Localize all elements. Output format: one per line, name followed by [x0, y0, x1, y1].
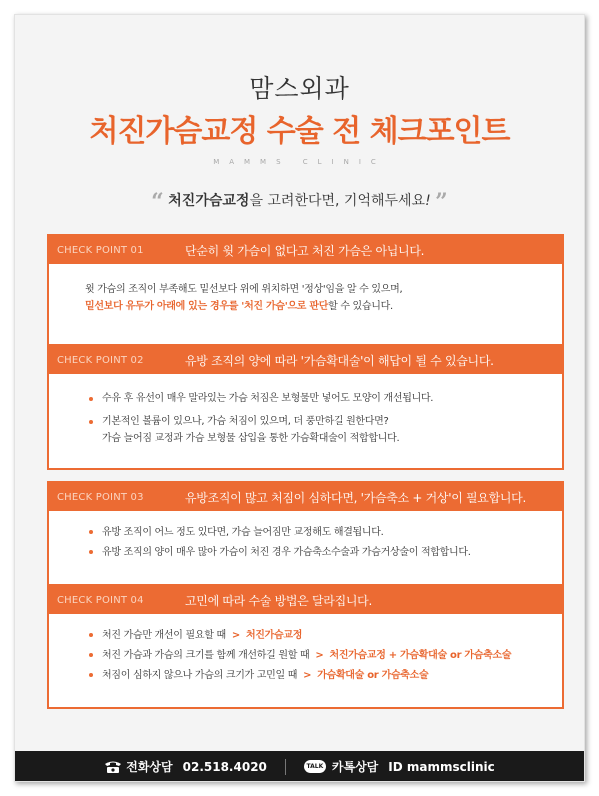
checkpoint-body-04: [49, 614, 562, 686]
phone-number: 02.518.4020: [182, 759, 267, 774]
list-item: 처진 가슴만 개선이 필요할 때 > 처진가슴교정: [89, 626, 562, 646]
list-item: 처진 가슴과 가슴의 크기를 함께 개선하길 원할 때 > 처진가슴교정 + 가슴확대술 or 가슴축소술: [89, 646, 562, 666]
body-line: [85, 298, 562, 315]
checkpoint-label: CHECK POINT 03: [57, 491, 144, 503]
close-quote-icon: ”: [435, 189, 448, 215]
brand-title: 맘스외과: [249, 74, 350, 103]
intro-quote: [14, 189, 585, 215]
checkpoint-card-01: [47, 234, 564, 347]
body-line: 윗 가슴의 조직이 부족해도 밑선보다 위에 위치하면 '정상'임을 알 수 있으며,: [85, 284, 403, 295]
arrow-right-icon: >: [231, 630, 240, 641]
body-text: 할 수 있습니다.: [328, 301, 393, 312]
list-item: 유방 조직이 어느 정도 있다면, 가슴 늘어짐만 교정해도 해결됩니다.: [89, 523, 562, 543]
kakaotalk-icon: TALK: [304, 760, 326, 773]
highlight-text: 밑선보다 유두가 아래에 있는 경우를 '처진 가슴'으로 판단: [85, 301, 329, 312]
list-item: 유방 조직의 양이 매우 많아 가슴이 처진 경우 가슴축소수술과 가슴거상술이 적합합니다.: [89, 543, 562, 563]
phone-contact[interactable]: [104, 758, 267, 775]
checkpoint-label: CHECK POINT 02: [57, 354, 144, 366]
quote-text: 을 고려한다면, 기억해두세요: [249, 193, 426, 209]
list-item: 기본적인 볼륨이 있으나, 가슴 처짐이 있으며, 더 풍만하길 원한다면? 가슴 늘어짐 교정과 가슴 보형물 삽입을 통한 가슴확대술이 적합합니다.: [89, 413, 562, 447]
recommendation: 가슴확대술 or 가슴축소술: [317, 670, 429, 681]
open-quote-icon: “: [151, 189, 164, 215]
talk-id: ID mammsclinic: [388, 759, 495, 774]
poster-frame: [14, 14, 585, 782]
quote-exclamation: !: [425, 193, 431, 209]
page-title: 처진가슴교정 수술 전 체크포인트: [89, 114, 510, 149]
checkpoint-title: 단순히 윗 가슴이 없다고 처진 가슴은 아닙니다.: [185, 243, 425, 258]
checkpoint-title: 유방조직이 많고 처짐이 심하다면, '가슴축소 + 거상'이 필요합니다.: [185, 490, 526, 505]
quote-bold-text: 처진가슴교정: [168, 193, 250, 209]
checkpoint-title: 고민에 따라 수술 방법은 달라집니다.: [185, 593, 372, 608]
checkpoint-header-04: [49, 586, 562, 614]
checkpoint-card-02: [47, 344, 564, 470]
checkpoint-label: CHECK POINT 04: [57, 594, 144, 606]
kakaotalk-contact[interactable]: [304, 758, 495, 775]
recommendation: 처진가슴교정 + 가슴확대술 or 가슴축소술: [329, 650, 512, 661]
checkpoint-title: 유방 조직의 양에 따라 '가슴확대술'이 해답이 될 수 있습니다.: [185, 353, 494, 368]
checkpoint-card-04: [47, 584, 564, 709]
checkpoint-header-02: [49, 346, 562, 374]
checkpoint-label: CHECK POINT 01: [57, 244, 144, 256]
arrow-right-icon: >: [303, 670, 312, 681]
checkpoint-header-01: [49, 236, 562, 264]
list-item: 수유 후 유선이 매우 말라있는 가슴 처짐은 보형물만 넣어도 모양이 개선됩니다.: [89, 390, 562, 407]
talk-label: 카톡상담: [331, 760, 379, 774]
brand-subtitle: MAMMS CLINIC: [213, 158, 386, 166]
phone-icon: [104, 760, 122, 774]
contact-footer: [14, 751, 585, 782]
checkpoint-header-03: [49, 483, 562, 511]
checkpoint-body-01: [49, 264, 562, 315]
footer-divider: [285, 759, 286, 775]
arrow-right-icon: >: [315, 650, 324, 661]
list-item: 처짐이 심하지 않으나 가슴의 크기가 고민일 때 > 가슴확대술 or 가슴축소술: [89, 666, 562, 686]
recommendation: 처진가슴교정: [245, 630, 303, 641]
phone-label: 전화상담: [126, 760, 173, 774]
checkpoint-body-03: [49, 511, 562, 563]
checkpoint-card-03: [47, 481, 564, 586]
checkpoint-body-02: [49, 374, 562, 447]
